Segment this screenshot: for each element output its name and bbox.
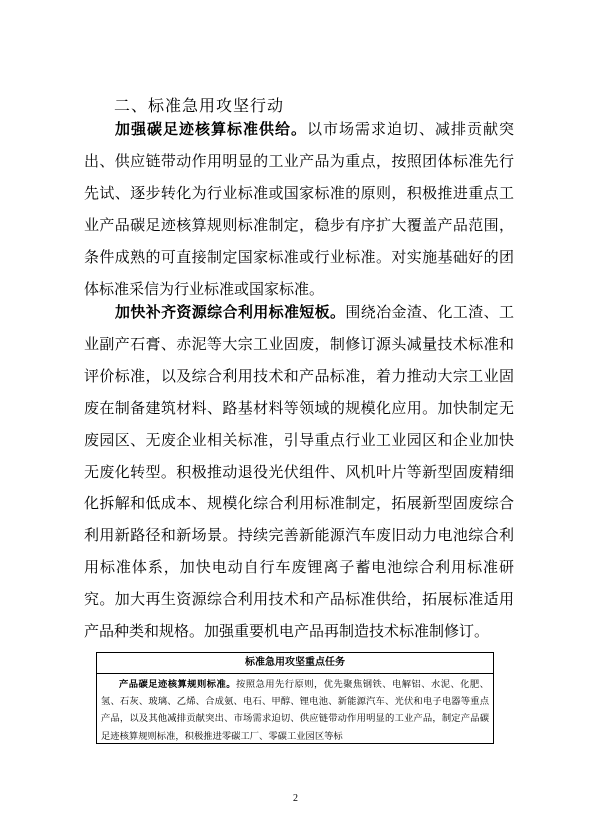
paragraph-lead: 加强碳足迹核算标准供给。 xyxy=(115,120,307,138)
key-tasks-box-body xyxy=(97,674,493,744)
paragraph-text: 以市场需求迫切、减排贡献突出、供应链带动作用明显的工业产品为重点，按照团体标准先行先试、逐步转化为行业标准或国家标准的原则，积极推进重点工业产品碳足迹核算规则标准制定，稳步有序扩大覆盖产品范围，条件成熟的可直接制定国家标准或行业标准。对实施基础好的团体标准采信为行业标准或国家标准。 xyxy=(84,120,514,298)
paragraph-carbon-footprint xyxy=(84,114,514,305)
section-heading: 二、标准急用攻坚行动 xyxy=(114,96,285,115)
key-tasks-box-title: 标准急用攻坚重点任务 xyxy=(97,653,493,674)
paragraph-resource-utilization xyxy=(84,297,514,648)
key-tasks-box xyxy=(96,652,494,744)
paragraph-lead: 加快补齐资源综合利用标准短板。 xyxy=(115,303,346,321)
key-tasks-lead: 产品碳足迹核算规则标准。 xyxy=(119,679,236,690)
key-tasks-text: 按照急用先行原则，优先聚焦钢铁、电解铝、水泥、化肥、氢、石灰、玻璃、乙烯、合成氨、电石、甲醇、锂电池、新能源汽车、光伏和电子电器等重点产品，以及其他减排贡献突出、市场需求迫切、供应链带动作用明显的工业产品，制定产品碳足迹核算规则标准，积极推进零碳工厂、零碳工业园区等标 xyxy=(101,679,489,742)
paragraph-text: 围绕冶金渣、化工渣、工业副产石膏、赤泥等大宗工业固废，制修订源头减量技术标准和评价标准，以及综合利用技术和产品标准，着力推动大宗工业固废在制备建筑材料、路基材料等领域的规模化应用。加快制定无废园区、无废企业相关标准，引导重点行业工业园区和企业加快无废化转型。积极推动退役光伏组件、风机叶片等新型固废精细化拆解和低成本、规模化综合利用标准制定，拓展新型固废综合利用新路径和新场景。持续完善新能源汽车废旧动力电池综合利用标准体系，加快电动自行车废锂离子蓄电池综合利用标准研究。加大再生资源综合利用技术和产品标准供给，拓展标准适用产品种类和规格。加强重要机电产品再制造技术标准制修订。 xyxy=(84,303,514,641)
page-number: 2 xyxy=(293,793,298,804)
